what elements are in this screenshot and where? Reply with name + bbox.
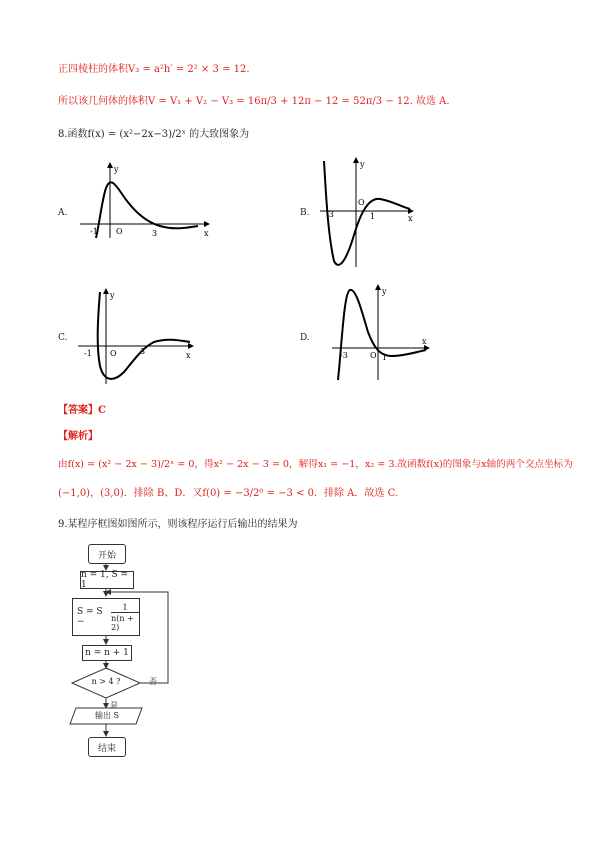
solution-line-volume: 正四棱柱的体积V₃ = a²h′ = 2² × 3 = 12. (58, 64, 250, 75)
option-a-tick-3: 3 (152, 229, 158, 238)
option-c-tick-1: -1 (84, 349, 92, 358)
flow-yes: 是 (110, 701, 118, 710)
flow-assign-lhs: S = S − (77, 607, 103, 627)
flow-init: n = 1, S = 1 (80, 571, 134, 589)
option-b-y: y (360, 160, 365, 169)
option-b-tick-3: 1 (370, 212, 376, 221)
flow-condition: n > 4 ? (91, 677, 121, 686)
flow-assign-den: n(n + 2) (111, 612, 139, 632)
option-d-graph (328, 282, 438, 382)
answer-label: 【答案】C (58, 405, 106, 416)
question-8: 8.函数f(x) = (x²−2x−3)/2ˣ 的大致图象为 (58, 129, 250, 140)
analysis-line-2: (−1,0)，(3,0)．排除 B、D．又f(0) = −3/2⁰ = −3 < 0．排除 A．故选 C. (58, 488, 399, 499)
option-d-tick-2: O (370, 351, 377, 360)
flow-assign (72, 598, 140, 636)
option-b-x: x (408, 214, 413, 223)
option-c-y: y (110, 291, 115, 300)
option-d-x: x (422, 337, 427, 346)
option-c-tick-3: 3 (140, 347, 146, 356)
option-c-label: C. (58, 333, 68, 343)
option-d-label: D. (300, 333, 310, 343)
flow-assign-fraction (111, 603, 139, 632)
flow-output: 输出 S (94, 711, 120, 720)
option-b-graph (316, 155, 426, 275)
option-b-tick-2: O (358, 198, 365, 207)
analysis-label: 【解析】 (58, 431, 98, 442)
flow-start: 开始 (88, 544, 126, 564)
option-c-x: x (186, 351, 191, 360)
option-d-tick-1: -3 (340, 351, 348, 360)
option-a-label: A. (58, 208, 68, 218)
solution-line-total-volume: 所以该几何体的体积V = V₁ + V₂ − V₃ = 16π/3 + 12π − 12 = 52π/3 − 12. 故选 A. (58, 96, 450, 107)
option-a-tick-2: O (116, 227, 123, 236)
option-a-y: y (114, 165, 119, 174)
flow-increment: n = n + 1 (82, 645, 132, 661)
flow-no: 否 (149, 677, 157, 686)
analysis-line-1: 由f(x) = (x² − 2x − 3)/2ˣ = 0，得x² − 2x − 3 = 0，解得x₁ = −1，x₂ = 3.故函数f(x)的图象与x轴的两个交点坐标为 (58, 459, 573, 470)
option-a-x: x (204, 229, 209, 238)
question-9: 9.某程序框图如图所示，则该程序运行后输出的结果为 (58, 519, 298, 530)
option-d-y: y (382, 287, 387, 296)
option-c-graph (74, 286, 204, 386)
flowchart (66, 540, 186, 770)
flow-end: 结束 (88, 737, 126, 757)
option-a-graph (74, 160, 214, 240)
option-d-tick-3: 1 (382, 353, 388, 362)
option-b-tick-1: -3 (326, 210, 334, 219)
option-c-tick-2: O (110, 349, 117, 358)
option-a-tick-1: -1 (90, 227, 98, 236)
flow-assign-num: 1 (122, 602, 128, 612)
option-b-label: B. (300, 208, 310, 218)
